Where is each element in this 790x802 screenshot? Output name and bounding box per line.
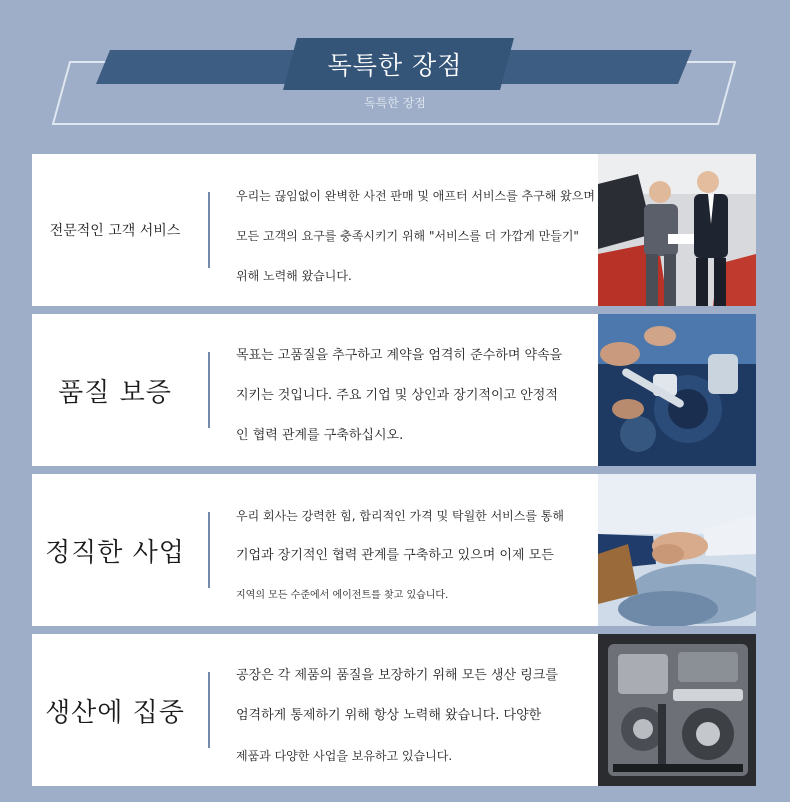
feature-card-service	[32, 154, 756, 306]
card-title: 품질 보증	[58, 377, 172, 408]
card-divider	[208, 352, 210, 428]
card-description	[236, 496, 596, 616]
card-description-line: 우리 회사는 강력한 힘, 합리적인 가격 및 탁월한 서비스를 통해	[236, 509, 564, 523]
card-divider	[208, 672, 210, 748]
mechanics-at-car-icon	[598, 154, 756, 306]
card-description-line: 모든 고객의 요구를 충족시키기 위해 "서비스를 더 가깝게 만들기"	[236, 229, 579, 243]
engine-block-icon	[598, 634, 756, 786]
card-divider	[208, 192, 210, 268]
page-subtitle: 독특한 장점	[364, 96, 426, 110]
card-description-line: 지역의 모든 수준에서 에이전트를 찾고 있습니다.	[236, 590, 449, 601]
card-description-line: 우리는 끊임없이 완벽한 사전 판매 및 애프터 서비스를 추구해 왔으며	[236, 189, 595, 203]
card-description	[236, 176, 596, 296]
card-description-line: 위해 노력해 왔습니다.	[236, 269, 352, 283]
header-banner	[0, 0, 790, 140]
handshake-icon	[598, 474, 756, 626]
card-description-line: 지키는 것입니다. 주요 기업 및 상인과 장기적이고 안정적	[236, 388, 558, 403]
card-title: 전문적인 고객 서비스	[49, 223, 181, 239]
card-description	[236, 336, 596, 456]
card-title: 정직한 사업	[45, 537, 185, 568]
feature-card-honest	[32, 474, 756, 626]
card-description-line: 공장은 각 제품의 품질을 보장하기 위해 모든 생산 링크를	[236, 668, 558, 683]
engine-repair-wrench-icon	[598, 314, 756, 466]
card-description-line: 기업과 장기적인 협력 관계를 구축하고 있으며 이제 모든	[236, 548, 554, 563]
feature-card-quality	[32, 314, 756, 466]
card-description	[236, 656, 596, 776]
card-divider	[208, 512, 210, 588]
card-description-line: 인 협력 관계를 구축하십시오.	[236, 428, 404, 443]
card-title: 생산에 집중	[45, 697, 185, 728]
card-description-line: 제품과 다양한 사업을 보유하고 있습니다.	[236, 749, 453, 763]
card-description-line: 목표는 고품질을 추구하고 계약을 엄격히 준수하며 약속을	[236, 348, 563, 363]
card-description-line: 엄격하게 통제하기 위해 항상 노력해 왔습니다. 다양한	[236, 708, 542, 723]
page-title: 독특한 장점	[327, 51, 463, 80]
feature-card-production	[32, 634, 756, 786]
